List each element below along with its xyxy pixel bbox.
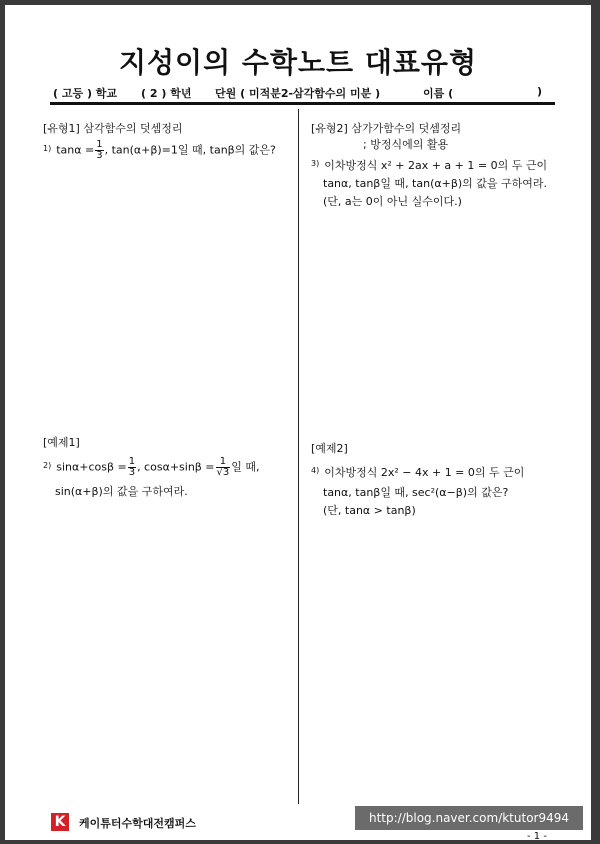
problem-2-number: 2) (43, 460, 52, 470)
name-field-close: ) (537, 85, 543, 98)
school-field: ( 고등 ) 학교 (53, 87, 118, 100)
problem-4-line-2: tanα, tanβ일 때, sec²(α−β)의 값은? (323, 486, 509, 499)
problem-2-text-b: , cosα+sinβ = (137, 460, 215, 474)
problem-4 (311, 463, 524, 481)
type2-subheading: ; 방정식에의 활용 (363, 138, 449, 151)
page-title: 지성이의 수학노트 대표유형 (118, 46, 478, 79)
problem-2-fraction-1 (128, 457, 136, 478)
problem-3-line-2: tanα, tanβ일 때, tan(α+β)의 값을 구하여라. (323, 177, 548, 190)
header-divider (50, 102, 555, 105)
fraction-denominator: √3 (216, 467, 230, 478)
worksheet-page (5, 5, 591, 840)
example2-heading: [예제2] (311, 442, 348, 455)
grade-field: ( 2 ) 학년 (141, 87, 192, 100)
problem-1-text-b: , tan(α+β)=1일 때, tanβ의 값은? (104, 143, 276, 157)
name-field: 이름 ( (423, 87, 454, 100)
problem-2-fraction-2 (216, 457, 231, 478)
problem-4-line-3: (단, tanα > tanβ) (323, 504, 416, 517)
fraction-numerator: 1 (128, 456, 136, 467)
fraction-numerator: 1 (216, 457, 231, 468)
type1-section (43, 121, 276, 161)
page-number: - 1 - (527, 831, 547, 840)
problem-1-text-a: tanα = (56, 143, 95, 157)
problem-1 (43, 140, 276, 161)
problem-3 (311, 156, 547, 174)
problem-2-text-a: sinα+cosβ = (56, 460, 127, 474)
problem-4-line-1: 이차방정식 2x² − 4x + 1 = 0의 두 근이 (324, 466, 525, 479)
problem-2 (43, 457, 260, 478)
problem-3-number: 3) (311, 159, 320, 168)
type2-section (311, 121, 547, 210)
problem-3-line-3: (단, a는 0이 아닌 실수이다.) (323, 195, 462, 208)
problem-2-line-2: sin(α+β)의 값을 구하여라. (55, 485, 188, 498)
example2-section (311, 441, 524, 519)
column-divider (298, 109, 299, 804)
problem-4-number: 4) (311, 466, 320, 475)
k-logo-icon: K (51, 813, 69, 831)
example1-heading: [예제1] (43, 436, 80, 449)
example1-section (43, 435, 260, 500)
fraction-denominator: 3 (128, 467, 136, 478)
problem-3-line-1: 이차방정식 x² + 2ax + a + 1 = 0의 두 근이 (324, 159, 548, 172)
problem-1-number: 1) (43, 143, 52, 153)
problem-2-text-c: 일 때, (231, 460, 260, 474)
footer-brand: 케이튜터수학대전캠퍼스 (79, 817, 196, 830)
type2-heading: [유형2] 삼가가함수의 덧셈정리 (311, 122, 462, 135)
fraction-denominator: 3 (96, 150, 103, 161)
unit-field: 단원 ( 미적분2-삼각함수의 미분 ) (215, 87, 381, 100)
blog-url-banner[interactable]: http://blog.naver.com/ktutor9494 (355, 806, 583, 830)
problem-1-fraction (95, 140, 103, 161)
type1-heading: [유형1] 삼각함수의 덧셈정리 (43, 122, 183, 135)
fraction-numerator: 1 (96, 139, 103, 150)
